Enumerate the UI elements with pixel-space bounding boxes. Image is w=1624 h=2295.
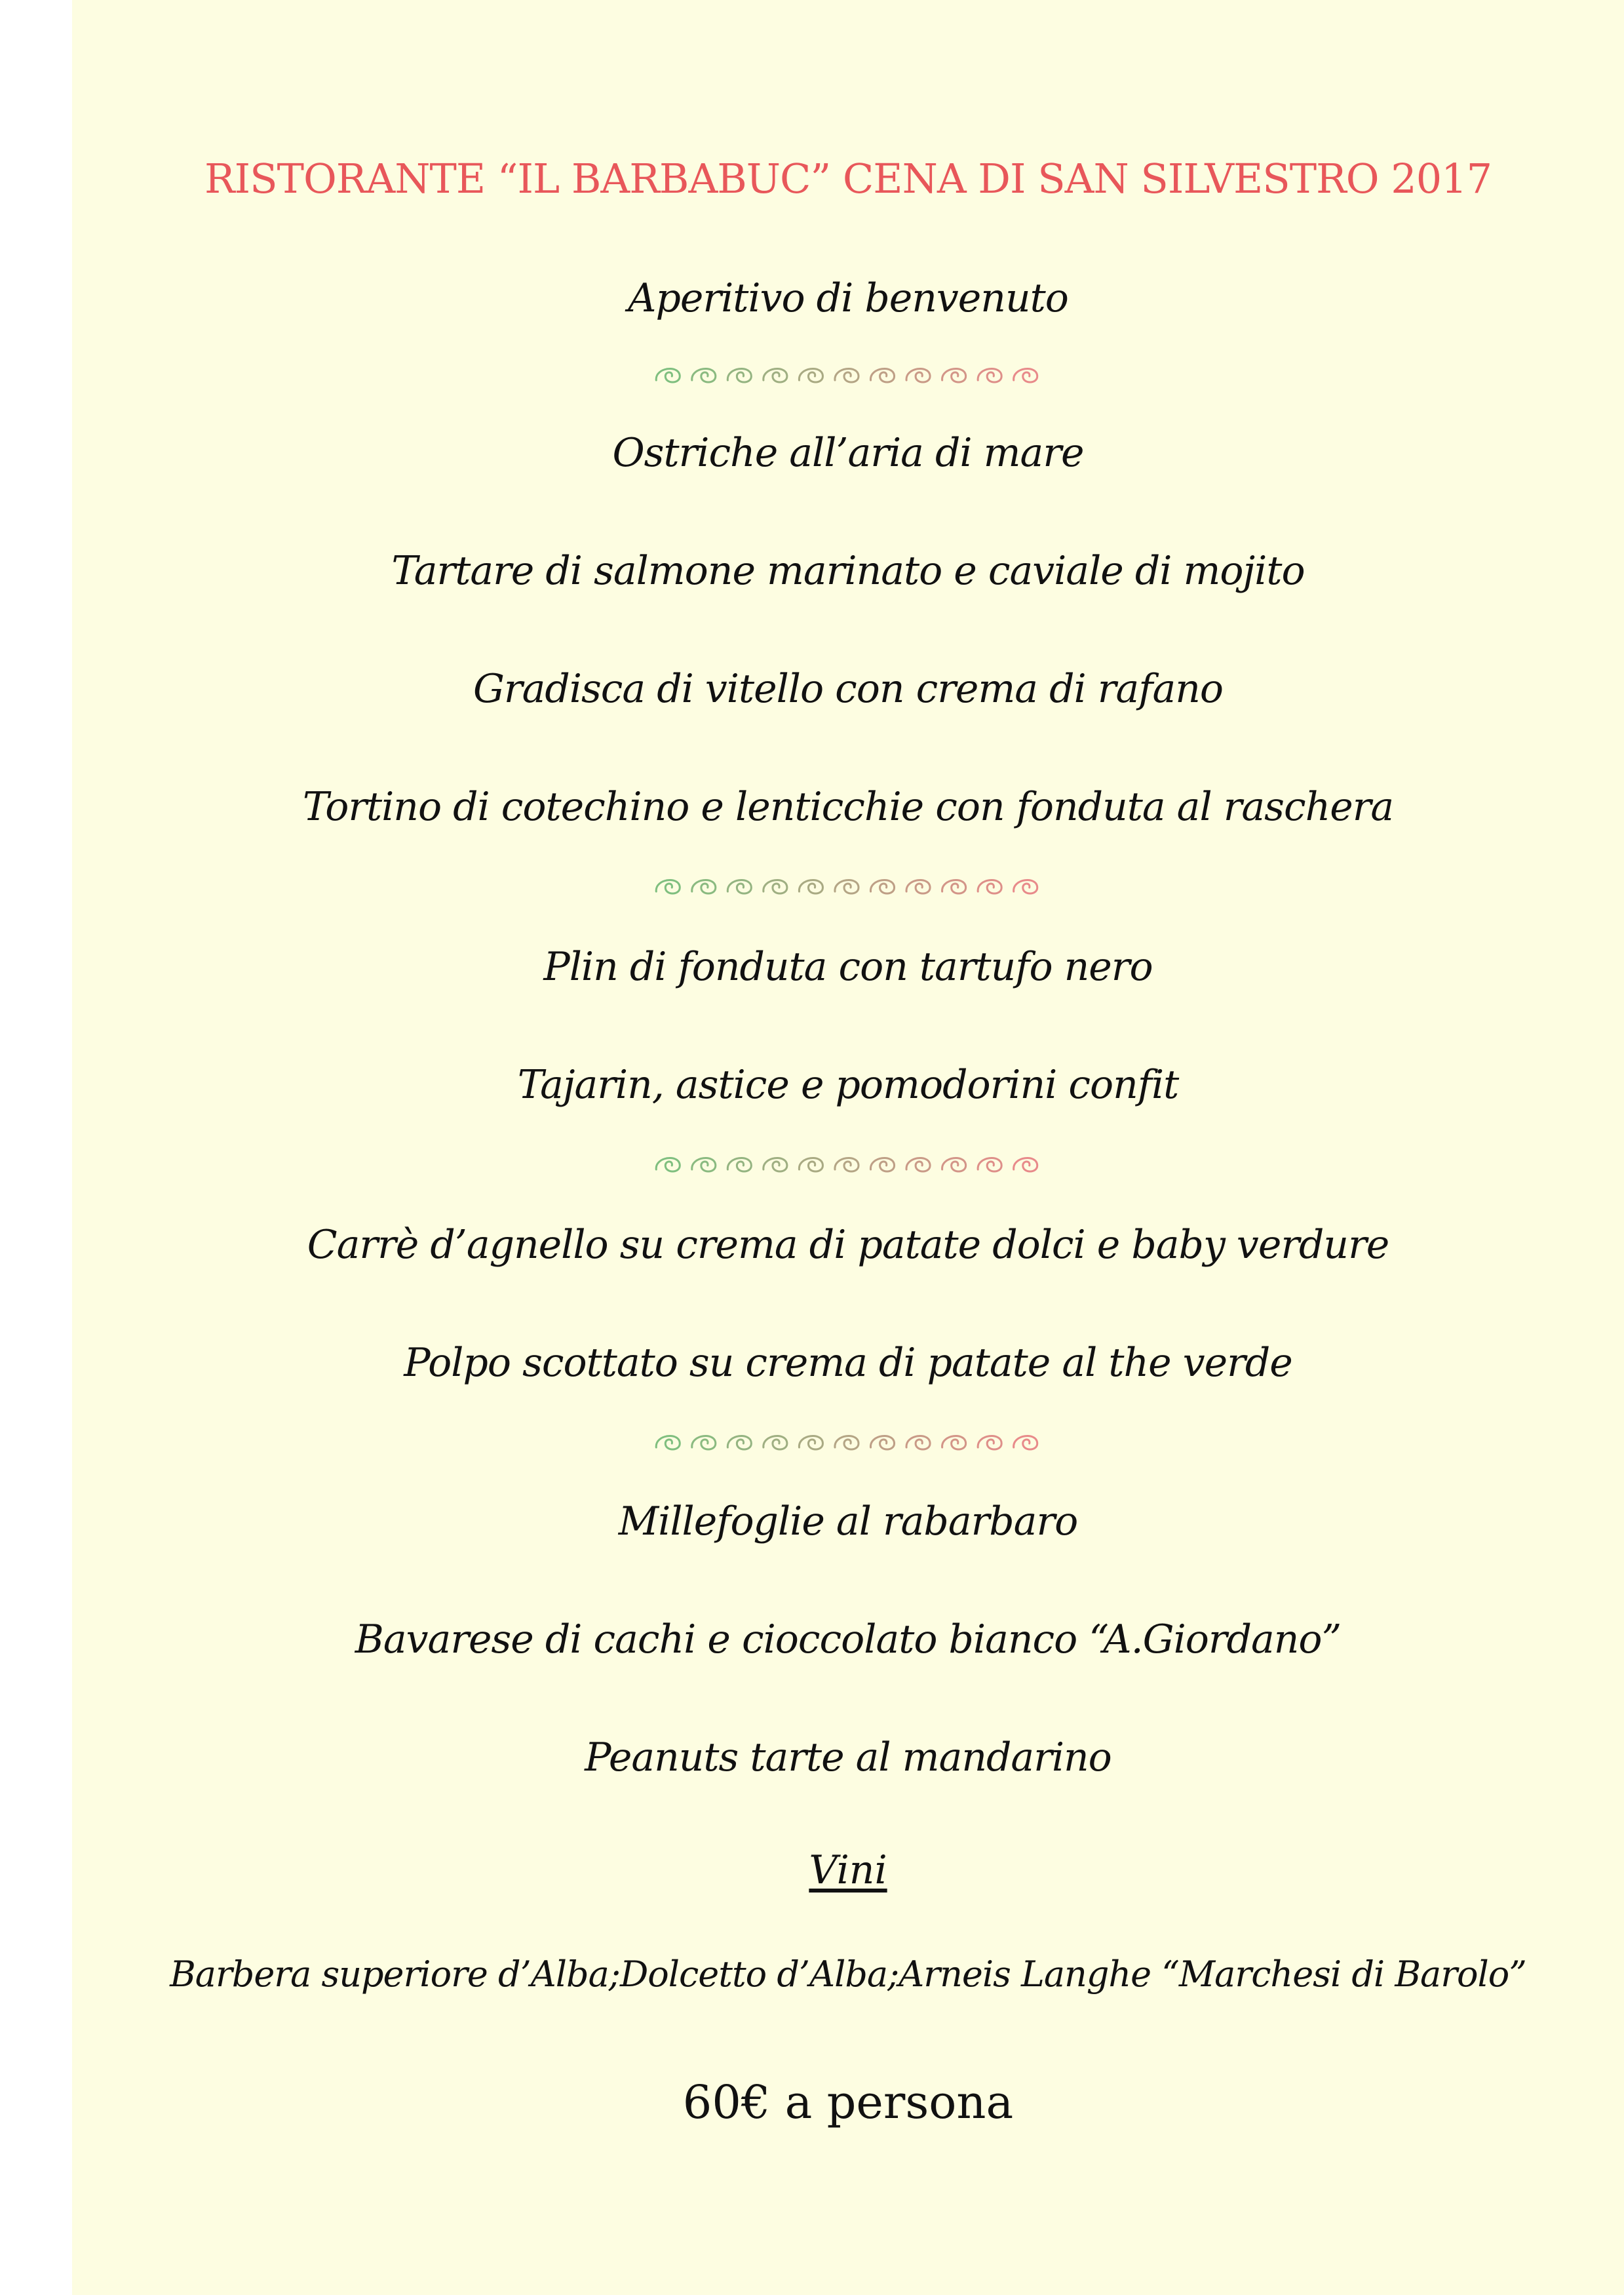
spiral-ornament: [906, 1436, 930, 1449]
spiral-ornament: [799, 1158, 822, 1171]
dolce-item: Millefoglie al rabarbaro: [618, 1499, 1078, 1544]
spiral-ornament: [870, 1436, 894, 1449]
antipasto-item: Gradisca di vitello con crema di rafano: [473, 666, 1223, 712]
dolce-item: Bavarese di cachi e cioccolato bianco “A.Giordano”: [355, 1617, 1342, 1662]
aperitivo: Aperitivo di benvenuto: [628, 275, 1068, 321]
spiral-ornament: [1014, 880, 1037, 893]
spiral-ornament: [727, 1158, 751, 1171]
primo-item: Tajarin, astice e pomodorini confit: [517, 1062, 1179, 1108]
spiral-ornament: [835, 369, 859, 382]
spiral-ornament: [906, 1158, 930, 1171]
spiral-ornament: [692, 1158, 716, 1171]
wines-list: Barbera superiore d’Alba;Dolcetto d’Alba;Arneis Langhe “Marchesi di Barolo”: [170, 1953, 1526, 1995]
spiral-ornament: [764, 1436, 787, 1449]
spiral-ornament: [978, 369, 1001, 382]
spiral-ornament: [656, 1158, 680, 1171]
spiral-ornament: [656, 1436, 680, 1449]
secondo-item: Polpo scottato su crema di patate al the verde: [404, 1340, 1292, 1386]
spiral-ornament: [764, 880, 787, 893]
spiral-ornament: [978, 1158, 1001, 1171]
spiral-ornament: [1014, 1436, 1037, 1449]
antipasto-item: Ostriche all’aria di mare: [612, 430, 1084, 476]
antipasto-item: Tortino di cotechino e lenticchie con fonduta al raschera: [302, 784, 1394, 830]
spiral-ornament: [942, 369, 966, 382]
spiral-ornament: [835, 880, 859, 893]
spiral-ornament: [942, 1158, 966, 1171]
spiral-ornament: [727, 369, 751, 382]
spiral-ornament: [906, 880, 930, 893]
spiral-ornament: [799, 880, 822, 893]
spiral-ornament: [692, 1436, 716, 1449]
spiral-ornament: [942, 1436, 966, 1449]
spiral-ornament: [727, 880, 751, 893]
scroll-ornament-icon: [72, 871, 1624, 905]
scroll-ornament-icon: [72, 1426, 1624, 1461]
spiral-ornament: [942, 880, 966, 893]
spiral-ornament: [1014, 1158, 1037, 1171]
antipasto-item: Tartare di salmone marinato e caviale di mojito: [391, 548, 1305, 594]
spiral-ornament: [870, 880, 894, 893]
spiral-ornament: [799, 1436, 822, 1449]
spiral-ornament: [870, 369, 894, 382]
spiral-ornament: [656, 369, 680, 382]
spiral-ornament: [978, 880, 1001, 893]
spiral-ornament: [656, 880, 680, 893]
spiral-ornament: [870, 1158, 894, 1171]
spiral-ornament: [906, 369, 930, 382]
spiral-ornament: [835, 1436, 859, 1449]
wines-heading: Vini: [809, 1847, 887, 1893]
spiral-ornament: [727, 1436, 751, 1449]
secondo-item: Carrè d’agnello su crema di patate dolci e baby verdure: [307, 1222, 1389, 1268]
spiral-ornament: [692, 369, 716, 382]
price: 60€ a persona: [682, 2075, 1014, 2129]
menu-title: RISTORANTE “IL BARBABUC” CENA DI SAN SILVESTRO 2017: [204, 155, 1492, 203]
primo-item: Plin di fonduta con tartufo nero: [543, 944, 1153, 990]
scroll-ornament-icon: [72, 1148, 1624, 1183]
scroll-ornament-icon: [72, 359, 1624, 394]
spiral-ornament: [764, 369, 787, 382]
spiral-ornament: [764, 1158, 787, 1171]
spiral-ornament: [692, 880, 716, 893]
dolce-item: Peanuts tarte al mandarino: [585, 1735, 1112, 1780]
spiral-ornament: [978, 1436, 1001, 1449]
spiral-ornament: [835, 1158, 859, 1171]
spiral-ornament: [1014, 369, 1037, 382]
menu-page: [72, 0, 1624, 2295]
spiral-ornament: [799, 369, 822, 382]
